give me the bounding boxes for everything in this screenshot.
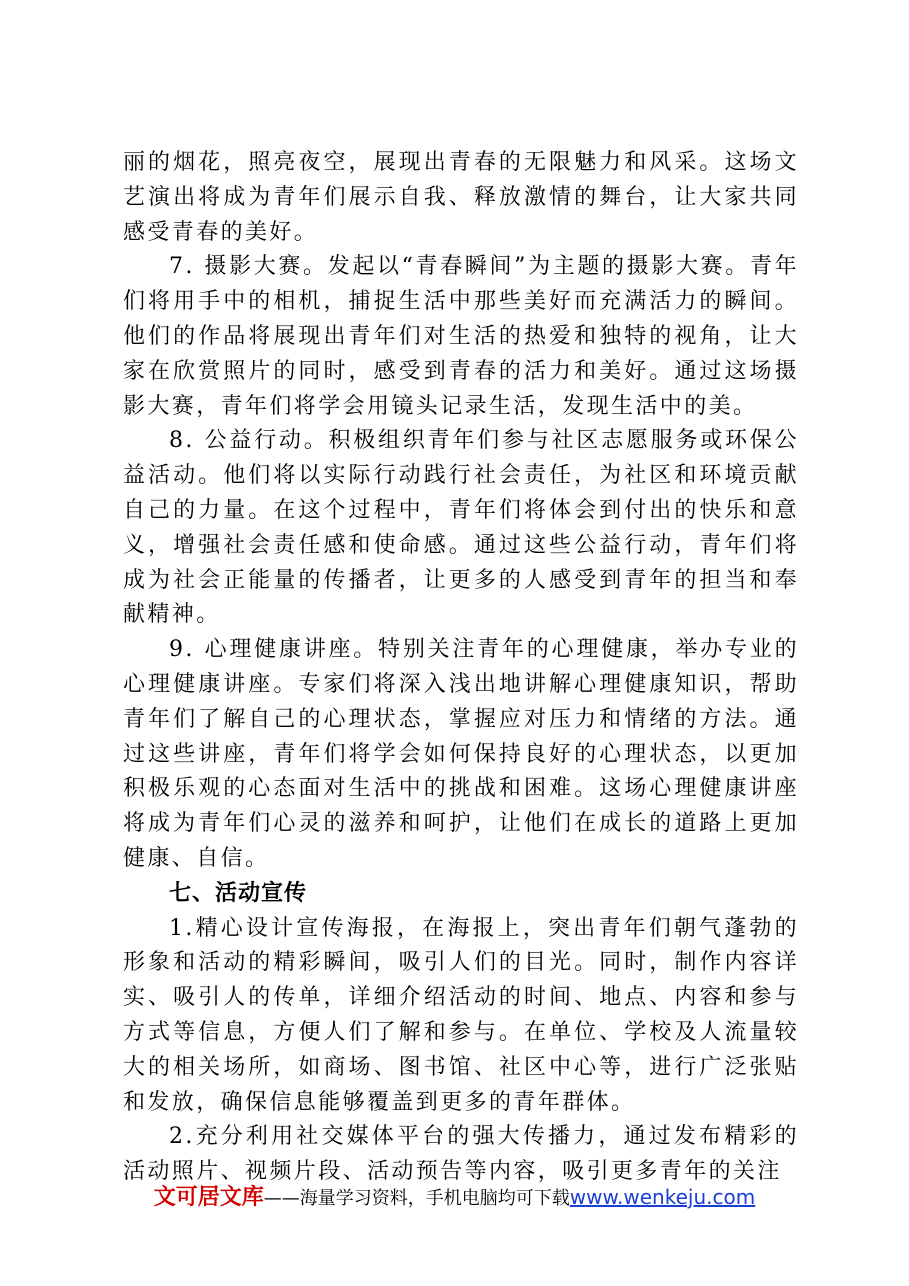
paragraph-continuation: 丽的烟花，照亮夜空，展现出青春的无限魅力和风采。这场文艺演出将成为青年们展示自我、释放激情的舞台，让大家共同感受青春的美好。 bbox=[123, 150, 799, 245]
footer-brand: 文可居文库 bbox=[153, 1185, 264, 1210]
section-heading: 七、活动宣传 bbox=[169, 880, 308, 906]
paragraph-item-8: 8. 公益行动。积极组织青年们参与社区志愿服务或环保公益活动。他们将以实际行动践行社会责任，为社区和环境贡献自己的力量。在这个过程中，青年们将体会到付出的快乐和意义，增强社会责任感和使命感。通过这些公益行动，青年们将成为社会正能量的传播者，让更多的人感受到青年的担当和奉献精神。 bbox=[123, 428, 799, 628]
footer-banner bbox=[0, 1180, 909, 1211]
document-body bbox=[123, 146, 799, 1190]
paragraph-item-9: 9. 心理健康讲座。特别关注青年的心理健康，举办专业的心理健康讲座。专家们将深入浅出地讲解心理健康知识，帮助青年们了解自己的心理状态，掌握应对压力和情绪的方法。通过这些讲座，青年们将学会如何保持良好的心理状态，以更加积极乐观的心态面对生活中的挑战和困难。这场心理健康讲座将成为青年们心灵的滋养和呵护，让他们在成长的道路上更加健康、自信。 bbox=[123, 637, 799, 871]
paragraph-promo-2: 2.充分利用社交媒体平台的强大传播力，通过发布精彩的活动照片、视频片段、活动预告等内容，吸引更多青年的关注 bbox=[123, 1124, 799, 1185]
footer-link[interactable]: www.wenkeju.com bbox=[569, 1185, 756, 1209]
paragraph-promo-1: 1.精心设计宣传海报，在海报上，突出青年们朝气蓬勃的形象和活动的精彩瞬间，吸引人们的目光。同时，制作内容详实、吸引人的传单，详细介绍活动的时间、地点、内容和参与方式等信息，方便人们了解和参与。在单位、学校及人流量较大的相关场所，如商场、图书馆、社区中心等，进行广泛张贴和发放，确保信息能够覆盖到更多的青年群体。 bbox=[123, 915, 799, 1115]
paragraph-item-7: 7. 摄影大赛。发起以“青春瞬间”为主题的摄影大赛。青年们将用手中的相机，捕捉生活中那些美好而充满活力的瞬间。他们的作品将展现出青年们对生活的热爱和独特的视角，让大家在欣赏照片的同时，感受到青春的活力和美好。通过这场摄影大赛，青年们将学会用镜头记录生活，发现生活中的美。 bbox=[123, 254, 799, 419]
footer-tagline: ——海量学习资料，手机电脑均可下载 bbox=[263, 1188, 570, 1209]
